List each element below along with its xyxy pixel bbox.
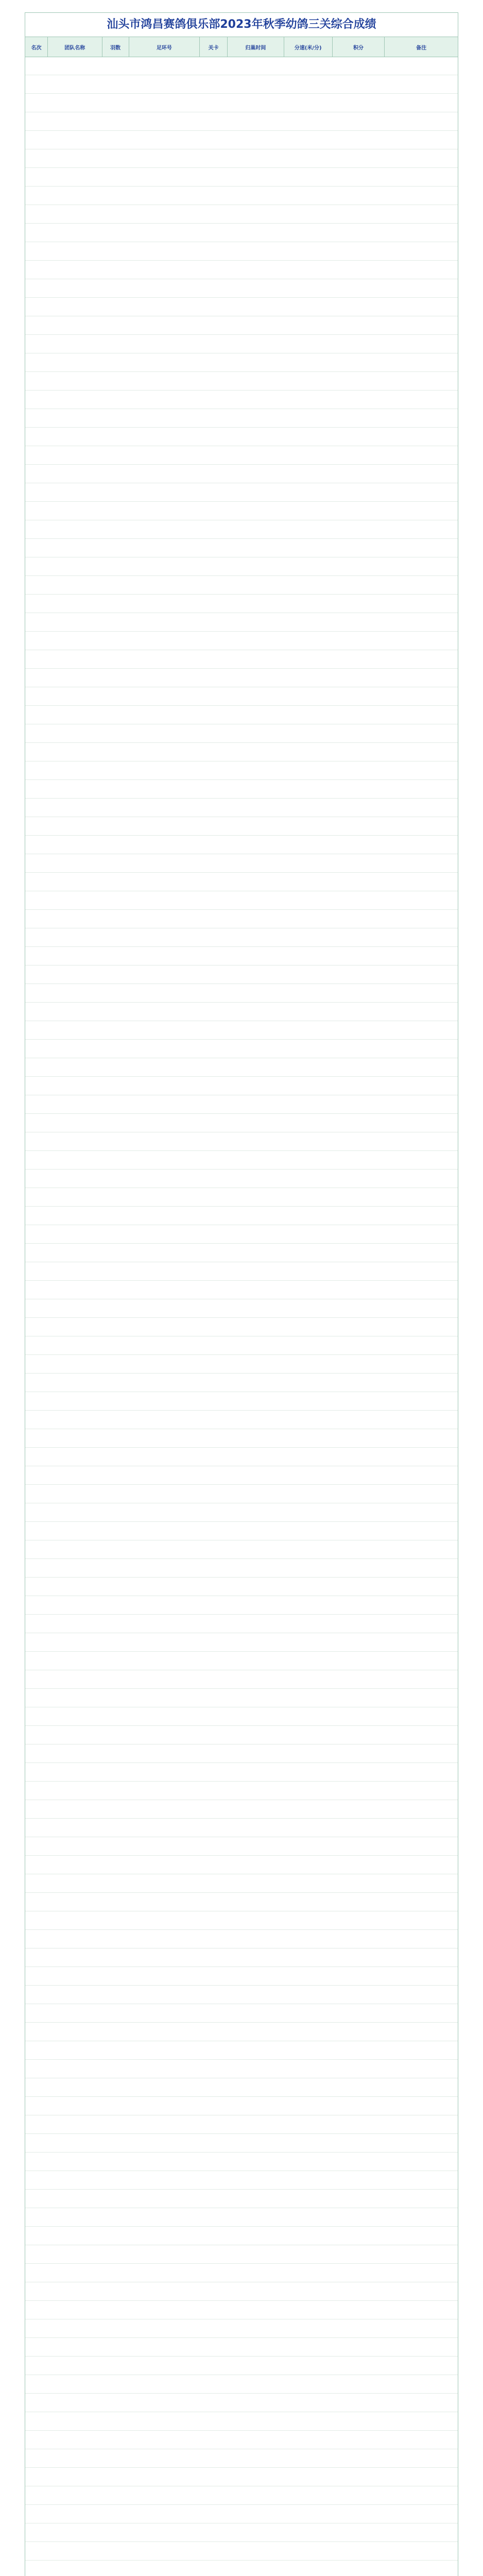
column-header: 分速(米/分) — [284, 37, 333, 57]
column-header: 团队名称 — [48, 37, 102, 57]
column-header: 名次 — [25, 37, 48, 57]
table-body — [25, 57, 458, 2576]
table-header — [25, 37, 458, 57]
sheet-title: 汕头市鸿昌赛鸽俱乐部2023年秋季幼鸽三关综合成绩 — [25, 13, 458, 37]
column-header: 归巢时间 — [228, 37, 284, 57]
column-header: 积分 — [333, 37, 385, 57]
column-header: 羽数 — [102, 37, 129, 57]
column-header: 足环号 — [129, 37, 200, 57]
column-header: 关卡 — [200, 37, 228, 57]
column-header: 备注 — [416, 45, 427, 51]
results-sheet-1 — [25, 12, 458, 2576]
